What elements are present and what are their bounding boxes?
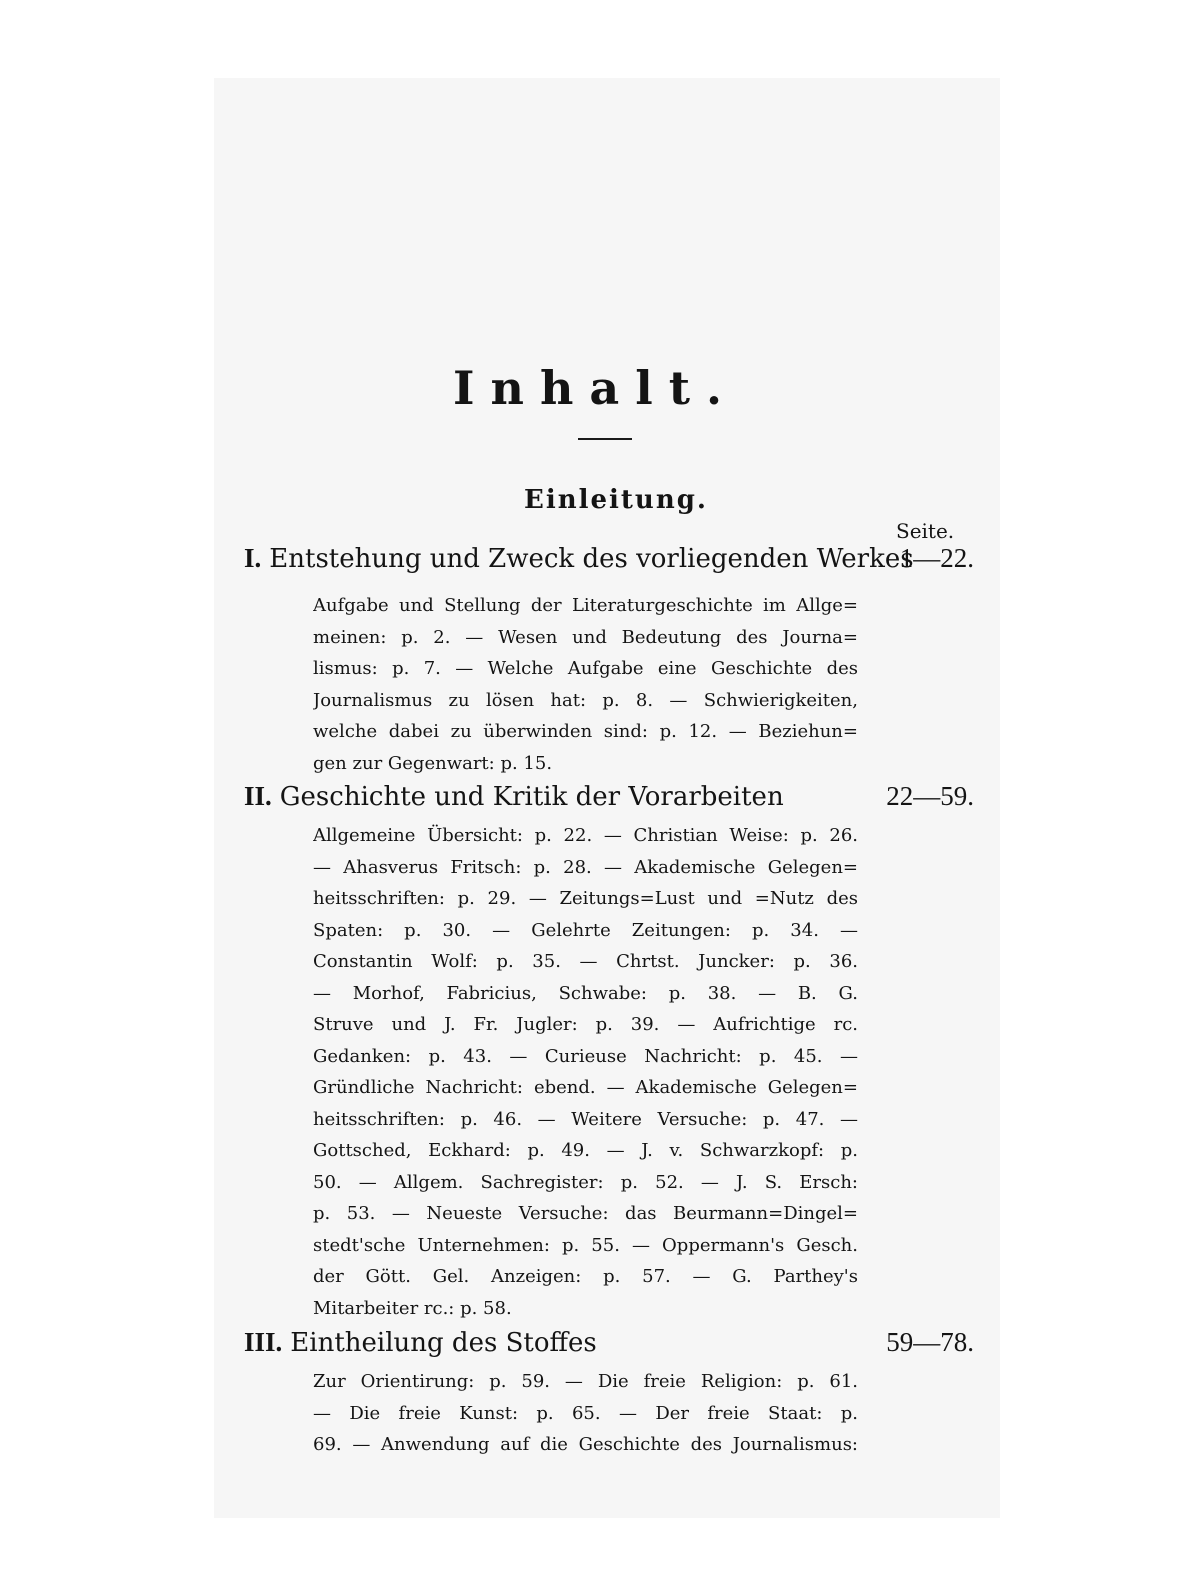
description-line: Aufgabe und Stellung der Literaturgeschichte im Allge= [313, 595, 858, 616]
page-column-label: Seite. [896, 519, 955, 543]
description-line: meinen: p. 2. — Wesen und Bedeutung des Journa= [313, 626, 858, 648]
entry-numeral: I. [244, 543, 262, 573]
description-line: Spaten: p. 30. — Gelehrte Zeitungen: p. 34. — [313, 919, 858, 941]
entry-title: Eintheilung des Stoffes [290, 1328, 597, 1358]
entry-description [313, 590, 858, 779]
description-line: 50. — Allgem. Sachregister: p. 52. — J. S. Ersch: [313, 1171, 858, 1193]
description-line: welche dabei zu überwinden sind: p. 12. — Beziehun= [313, 721, 858, 742]
entry-title: Entstehung und Zweck des vorliegenden Werkes [269, 544, 914, 574]
toc-entry-heading [244, 540, 974, 576]
description-line: Mitarbeiter rc.: p. 58. [313, 1297, 512, 1319]
description-line: Journalismus zu lösen hat: p. 8. — Schwierigkeiten, [313, 689, 858, 711]
description-line: Struve und J. Fr. Jugler: p. 39. — Aufrichtige rc. [313, 1014, 858, 1035]
description-line: Zur Orientirung: p. 59. — Die freie Religion: p. 61. [313, 1371, 858, 1392]
entry-numeral: III. [244, 1327, 283, 1357]
description-line: lismus: p. 7. — Welche Aufgabe eine Geschichte des [313, 658, 858, 679]
entry-description [313, 1366, 858, 1461]
entry-numeral: II. [244, 781, 272, 811]
toc-entry-heading [244, 1324, 974, 1360]
entry-page-range: 22—59. [886, 781, 974, 811]
entry-description [313, 820, 858, 1324]
description-line: heitsschriften: p. 46. — Weitere Versuche: p. 47. — [313, 1108, 858, 1130]
description-line: gen zur Gegenwart: p. 15. [313, 752, 553, 774]
description-line: Gründliche Nachricht: ebend. — Akademische Gelegen= [313, 1077, 858, 1098]
description-line: — Ahasverus Fritsch: p. 28. — Akademische Gelegen= [313, 856, 858, 878]
section-heading: Einleitung. [524, 485, 708, 515]
description-line: Constantin Wolf: p. 35. — Chrtst. Juncker: p. 36. [313, 951, 858, 972]
description-line: — Die freie Kunst: p. 65. — Der freie Staat: p. [313, 1402, 858, 1424]
page-title: Inhalt. [453, 361, 738, 415]
entry-page-range: 59—78. [886, 1327, 974, 1357]
title-divider [578, 438, 632, 440]
entry-title: Geschichte und Kritik der Vorarbeiten [279, 782, 784, 812]
description-line: der Gött. Gel. Anzeigen: p. 57. — G. Parthey's [313, 1266, 858, 1287]
description-line: 69. — Anwendung auf die Geschichte des Journalismus: [313, 1434, 858, 1455]
description-line: Gedanken: p. 43. — Curieuse Nachricht: p. 45. — [313, 1045, 858, 1067]
description-line: — Morhof, Fabricius, Schwabe: p. 38. — B. G. [313, 982, 858, 1004]
description-line: heitsschriften: p. 29. — Zeitungs=Lust und =Nutz des [313, 888, 858, 909]
description-line: Gottsched, Eckhard: p. 49. — J. v. Schwarzkopf: p. [313, 1140, 858, 1161]
toc-entry-heading [244, 778, 974, 814]
description-line: p. 53. — Neueste Versuche: das Beurmann=Dingel= [313, 1203, 858, 1224]
description-line: Allgemeine Übersicht: p. 22. — Christian Weise: p. 26. [313, 825, 858, 846]
entry-page-range: 1—22. [899, 543, 974, 573]
description-line: stedt'sche Unternehmen: p. 55. — Oppermann's Gesch. [313, 1234, 858, 1256]
